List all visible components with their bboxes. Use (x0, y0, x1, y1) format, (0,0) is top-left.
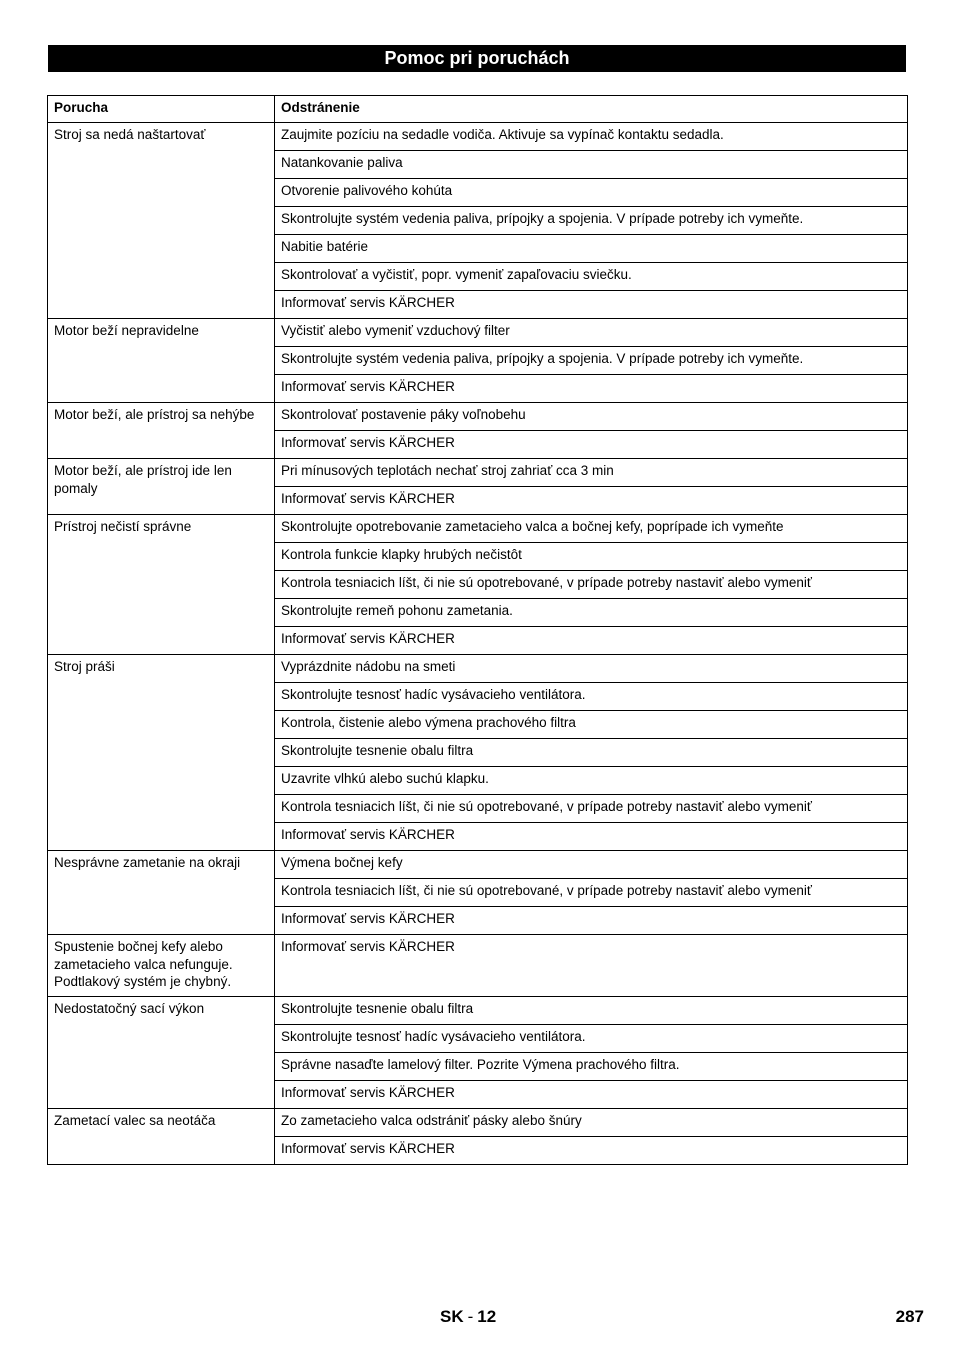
table-row (48, 515, 908, 543)
fault-cell: Motor beží, ale prístroj sa nehýbe (48, 403, 275, 459)
remedy-cell: Uzavrite vlhkú alebo suchú klapku. (275, 767, 908, 795)
remedy-cell: Informovať servis KÄRCHER (275, 935, 908, 997)
table-row (48, 655, 908, 683)
table-row (48, 851, 908, 879)
remedy-cell: Skontrolujte tesnenie obalu filtra (275, 997, 908, 1025)
remedy-cell: Správne nasaďte lamelový filter. Pozrite Výmena prachového filtra. (275, 1053, 908, 1081)
remedy-cell: Informovať servis KÄRCHER (275, 823, 908, 851)
remedy-cell: Skontrolujte tesnosť hadíc vysávacieho ventilátora. (275, 1025, 908, 1053)
remedy-cell: Natankovanie paliva (275, 151, 908, 179)
fault-cell: Stroj sa nedá naštartovať (48, 123, 275, 319)
remedy-cell: Informovať servis KÄRCHER (275, 1081, 908, 1109)
remedy-cell: Informovať servis KÄRCHER (275, 627, 908, 655)
footer-section-page: 12 (477, 1307, 497, 1326)
fault-cell: Nedostatočný sací výkon (48, 997, 275, 1109)
remedy-cell: Vyprázdnite nádobu na smeti (275, 655, 908, 683)
table-header-row (48, 96, 908, 123)
table-row (48, 459, 908, 487)
remedy-cell: Informovať servis KÄRCHER (275, 375, 908, 403)
footer-language: SK (440, 1307, 464, 1326)
fault-cell: Motor beží nepravidelne (48, 319, 275, 403)
footer-section-label (440, 1307, 496, 1327)
remedy-cell: Skontrolujte tesnosť hadíc vysávacieho ventilátora. (275, 683, 908, 711)
fault-cell: Spustenie bočnej kefy alebo zametacieho valca nefunguje. Podtlakový systém je chybný. (48, 935, 275, 997)
remedy-cell: Výmena bočnej kefy (275, 851, 908, 879)
table-row (48, 1109, 908, 1137)
remedy-cell: Otvorenie palivového kohúta (275, 179, 908, 207)
remedy-cell: Zaujmite pozíciu na sedadle vodiča. Aktivuje sa vypínač kontaktu sedadla. (275, 123, 908, 151)
remedy-cell: Skontrolujte systém vedenia paliva, prípojky a spojenia. V prípade potreby ich vymeňte. (275, 347, 908, 375)
fault-cell: Zametací valec sa neotáča (48, 1109, 275, 1165)
remedy-cell: Informovať servis KÄRCHER (275, 487, 908, 515)
fault-cell: Motor beží, ale prístroj ide len pomaly (48, 459, 275, 515)
remedy-cell: Informovať servis KÄRCHER (275, 431, 908, 459)
remedy-cell: Kontrola funkcie klapky hrubých nečistôt (275, 543, 908, 571)
column-header-fault: Porucha (48, 96, 275, 123)
remedy-cell: Skontrolujte remeň pohonu zametania. (275, 599, 908, 627)
remedy-cell: Kontrola tesniacich líšt, či nie sú opotrebované, v prípade potreby nastaviť alebo vymeniť (275, 795, 908, 823)
remedy-cell: Pri mínusových teplotách nechať stroj zahriať cca 3 min (275, 459, 908, 487)
table-row (48, 123, 908, 151)
remedy-cell: Informovať servis KÄRCHER (275, 1137, 908, 1165)
page-title: Pomoc pri poruchách (48, 45, 906, 72)
remedy-cell: Nabitie batérie (275, 235, 908, 263)
remedy-cell: Skontrolovať postavenie páky voľnobehu (275, 403, 908, 431)
table-body (48, 123, 908, 1165)
fault-cell: Nesprávne zametanie na okraji (48, 851, 275, 935)
remedy-cell: Skontrolovať a vyčistiť, popr. vymeniť zapaľovaciu sviečku. (275, 263, 908, 291)
remedy-cell: Skontrolujte systém vedenia paliva, prípojky a spojenia. V prípade potreby ich vymeňte. (275, 207, 908, 235)
remedy-cell: Skontrolujte tesnenie obalu filtra (275, 739, 908, 767)
remedy-cell: Kontrola tesniacich líšt, či nie sú opotrebované, v prípade potreby nastaviť alebo vymeniť (275, 879, 908, 907)
remedy-cell: Informovať servis KÄRCHER (275, 907, 908, 935)
page-number: 287 (895, 1307, 924, 1326)
remedy-cell: Kontrola, čistenie alebo výmena prachového filtra (275, 711, 908, 739)
remedy-cell: Skontrolujte opotrebovanie zametacieho valca a bočnej kefy, poprípade ich vymeňte (275, 515, 908, 543)
remedy-cell: Zo zametacieho valca odstrániť pásky alebo šnúry (275, 1109, 908, 1137)
column-header-remedy: Odstránenie (275, 96, 908, 123)
table-row (48, 935, 908, 997)
remedy-cell: Vyčistiť alebo vymeniť vzduchový filter (275, 319, 908, 347)
fault-cell: Stroj práši (48, 655, 275, 851)
footer-separator: - (467, 1307, 474, 1326)
table-row (48, 319, 908, 347)
table-row (48, 997, 908, 1025)
troubleshooting-table (47, 95, 908, 1165)
remedy-cell: Informovať servis KÄRCHER (275, 291, 908, 319)
table-row (48, 403, 908, 431)
fault-cell: Prístroj nečistí správne (48, 515, 275, 655)
remedy-cell: Kontrola tesniacich líšt, či nie sú opotrebované, v prípade potreby nastaviť alebo vymeniť (275, 571, 908, 599)
